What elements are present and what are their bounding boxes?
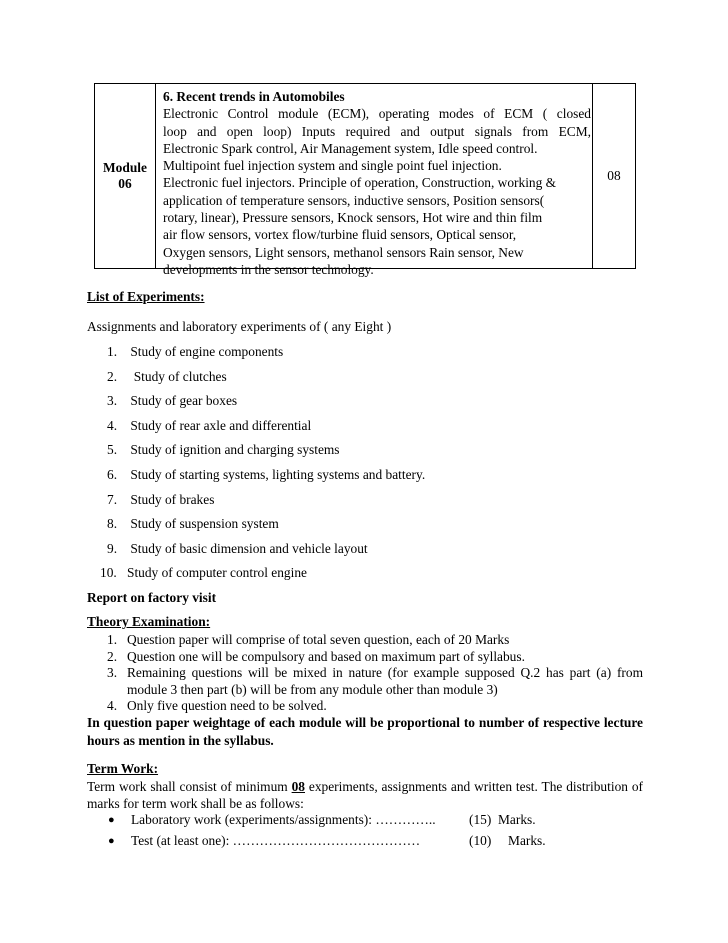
hours-cell	[592, 84, 635, 268]
marks-value: (15) Marks.	[469, 812, 536, 827]
list-item	[107, 515, 425, 540]
list-number: 9.	[107, 540, 118, 556]
list-text: Study of computer control engine	[127, 565, 307, 581]
experiments-heading: List of Experiments:	[87, 289, 205, 304]
bullet-icon: ●	[108, 814, 115, 826]
term-work-min-count: 08	[291, 779, 305, 794]
list-item	[107, 698, 643, 715]
list-text: Study of clutches	[130, 368, 227, 384]
list-item	[107, 368, 425, 393]
term-work-heading: Term Work:	[87, 761, 159, 776]
list-item	[107, 540, 425, 565]
term-work-text	[87, 778, 643, 812]
marks-distribution-list	[108, 812, 628, 854]
experiments-list	[100, 343, 426, 589]
experiments-intro: Assignments and laboratory experiments of ( any Eight )	[87, 319, 392, 334]
list-text: Study of starting systems, lighting systems and battery.	[130, 466, 426, 482]
module-line: loop and open loop) Inputs required and output signals from ECM,	[163, 123, 591, 139]
module-line: Electronic Control module (ECM), operating modes of ECM ( closed	[163, 106, 591, 122]
list-text: Study of brakes	[130, 491, 215, 507]
report-factory-visit: Report on factory visit	[87, 590, 217, 605]
module-cell	[95, 84, 156, 268]
theory-list	[107, 632, 643, 715]
marks-label: Test (at least one): ……………………………………	[131, 833, 421, 848]
module-line: Electronic Spark control, Air Management system, Idle speed control.	[163, 140, 538, 156]
list-number: 10.	[100, 565, 117, 581]
module-hours: 08	[607, 168, 621, 183]
module-label: Module	[103, 160, 147, 175]
list-item	[107, 649, 643, 666]
module-table	[94, 83, 636, 277]
list-item	[107, 632, 643, 649]
list-number: 6.	[107, 466, 118, 482]
list-text: Only five question need to be solved.	[127, 698, 327, 713]
list-item	[100, 564, 425, 589]
list-number: 1.	[107, 344, 118, 359]
module-heading: 6. Recent trends in Automobiles	[163, 89, 345, 104]
list-number: 4.	[107, 417, 118, 433]
module-line: air flow sensors, vortex flow/turbine fluid sensors, Optical sensor,	[163, 227, 517, 243]
list-item	[107, 392, 425, 417]
term-work-text-before: Term work shall consist of minimum	[87, 779, 292, 794]
term-work-text-after: experiments, assignments and written test. The distribution of marks for term work shall be as follows:	[87, 779, 643, 811]
list-item	[107, 466, 425, 491]
list-number: 8.	[107, 516, 118, 532]
module-number: 06	[118, 176, 132, 191]
marks-value: (10) Marks.	[469, 833, 546, 848]
list-item	[107, 491, 425, 516]
list-item	[107, 441, 425, 466]
list-text: Study of ignition and charging systems	[130, 442, 340, 458]
list-number: 2.	[107, 368, 118, 384]
list-number: 1.	[107, 632, 118, 647]
list-text: Study of rear axle and differential	[130, 417, 312, 433]
list-item	[108, 833, 628, 854]
module-line: Multipoint fuel injection system and single point fuel injection.	[163, 158, 502, 174]
list-number: 2.	[107, 648, 118, 664]
list-number: 5.	[107, 442, 118, 458]
list-text: Study of basic dimension and vehicle layout	[130, 540, 368, 556]
list-item	[108, 812, 628, 833]
weightage-note: In question paper weightage of each module will be proportional to number of respective lecture hours as mention in the syllabus.	[87, 715, 643, 748]
list-item	[107, 343, 425, 368]
list-item	[107, 417, 425, 442]
module-line: developments in the sensor technology.	[163, 261, 374, 277]
list-text: Study of gear boxes	[130, 393, 238, 409]
list-text: Question paper will comprise of total seven question, each of 20 Marks	[127, 632, 510, 647]
list-text: Remaining questions will be mixed in nature (for example supposed Q.2 has part (a) from module 3 then part (b) will be from any module other than module 3)	[127, 665, 643, 697]
marks-label: Laboratory work (experiments/assignments): …………..	[131, 812, 436, 827]
bullet-icon: ●	[108, 835, 115, 847]
module-line: application of temperature sensors, inductive sensors, Position sensors(	[163, 192, 545, 208]
module-line: Electronic fuel injectors. Principle of operation, Construction, working &	[163, 175, 557, 191]
list-item	[107, 665, 643, 698]
module-line: rotary, linear), Pressure sensors, Knock sensors, Hot wire and thin film	[163, 210, 543, 226]
list-text: Question one will be compulsory and based on maximum part of syllabus.	[127, 648, 525, 664]
list-text: Study of engine components	[130, 344, 284, 359]
theory-heading: Theory Examination:	[87, 614, 211, 629]
list-number: 4.	[107, 698, 118, 713]
list-number: 3.	[107, 393, 118, 409]
module-line: Oxygen sensors, Light sensors, methanol sensors Rain sensor, New	[163, 244, 524, 260]
list-number: 7.	[107, 491, 118, 507]
list-number: 3.	[107, 665, 118, 680]
module-description	[163, 88, 591, 278]
list-text: Study of suspension system	[130, 516, 279, 532]
